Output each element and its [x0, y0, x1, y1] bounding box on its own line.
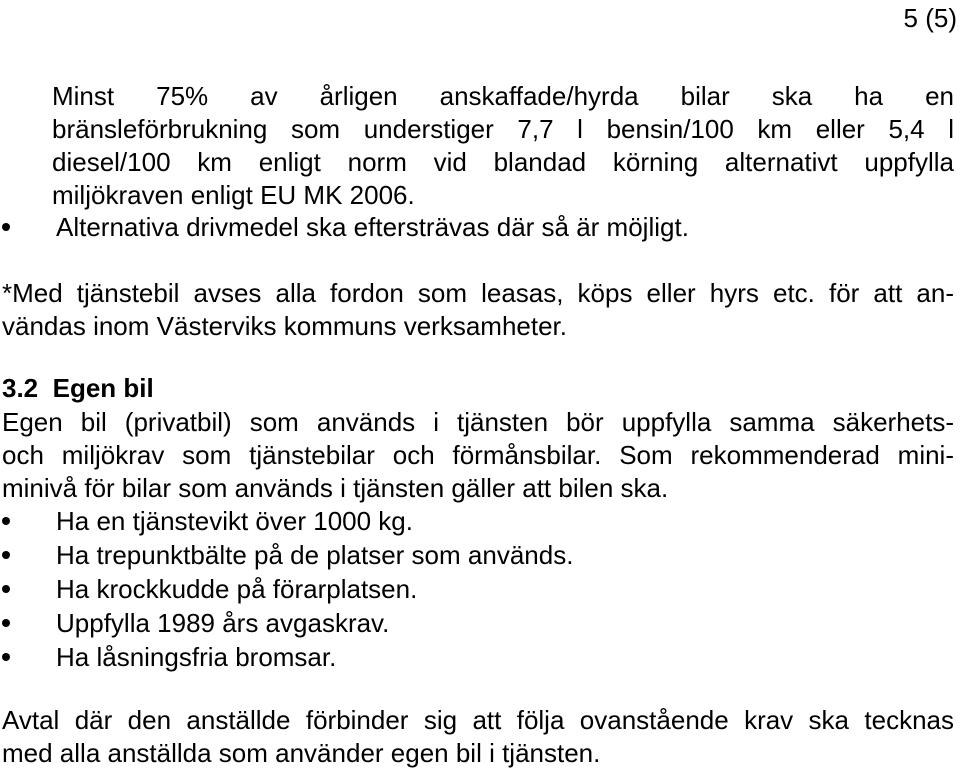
bullet-icon [2, 551, 10, 559]
section-line-3: minivå för bilar som används i tjänsten gäller att bilen ska. [2, 473, 669, 503]
bullet-icon [2, 619, 10, 627]
closing-line-1: Avtal där den anställde förbinder sig att följa ovanstående krav ska tecknas [2, 705, 954, 735]
list-item: Ha låsningsfria bromsar. [56, 642, 337, 672]
section-title: Egen bil [52, 373, 154, 403]
section-line-1: Egen bil (privatbil) som används i tjänsten bör uppfylla samma säkerhets- [2, 407, 954, 437]
list-item: Ha en tjänstevikt över 1000 kg. [56, 506, 413, 536]
section-line-2: och miljökrav som tjänstebilar och förmånsbilar. Som rekommenderad mini- [2, 440, 954, 470]
section-heading [2, 372, 154, 404]
closing-line-2: med alla anställda som använder egen bil i tjänsten. [2, 738, 601, 768]
intro-line-3: diesel/100 km enligt norm vid blandad körning alternativt uppfylla [52, 147, 954, 177]
page-number: 5 (5) [903, 3, 957, 33]
bullet-icon [2, 517, 10, 525]
list-item: Ha krockkudde på förarplatsen. [56, 574, 418, 604]
intro-bullet-text: Alternativa drivmedel ska eftersträvas där så är möjligt. [56, 212, 689, 242]
note-line-1: *Med tjänstebil avses alla fordon som leasas, köps eller hyrs etc. för att an- [2, 278, 954, 308]
list-item: Uppfylla 1989 års avgaskrav. [56, 608, 390, 638]
bullet-icon [2, 585, 10, 593]
intro-line-1: Minst 75% av årligen anskaffade/hyrda bilar ska ha en [52, 81, 954, 111]
note-line-2: vändas inom Västerviks kommuns verksamheter. [2, 311, 567, 341]
intro-line-2: bränsleförbrukning som understiger 7,7 l bensin/100 km eller 5,4 l [52, 114, 954, 144]
bullet-icon [2, 653, 10, 661]
list-item: Ha trepunktbälte på de platser som används. [56, 540, 574, 570]
bullet-icon [2, 223, 10, 231]
intro-line-4: miljökraven enligt EU MK 2006. [52, 180, 415, 210]
section-number: 3.2 [2, 373, 39, 403]
